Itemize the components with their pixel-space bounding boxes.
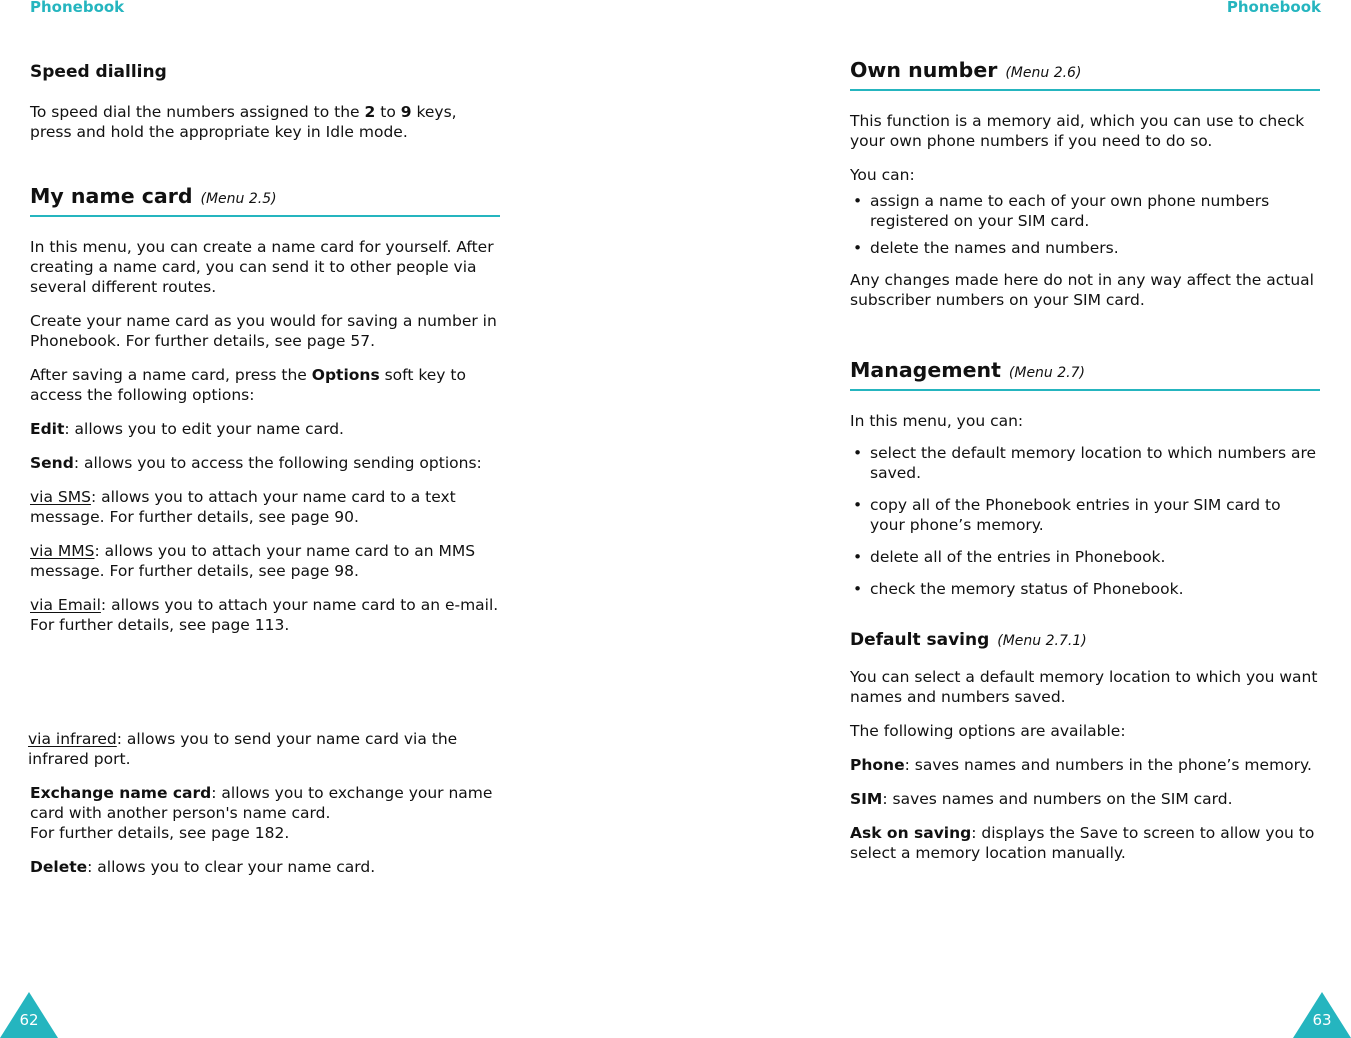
menu-reference: (Menu 2.7) — [1008, 365, 1085, 381]
menu-reference: (Menu 2.6) — [1005, 65, 1082, 81]
default-saving-heading: Default saving (Menu 2.7.1) — [850, 630, 1087, 650]
name-card-create: Create your name card as you would for saving a number in Phonebook. For further details, see page 57. — [30, 312, 497, 350]
management-bullets — [850, 443, 1320, 599]
default-saving-intro: You can select a default memory location to which you want names and numbers saved. — [850, 668, 1318, 706]
own-number-heading: Own number (Menu 2.6) — [850, 60, 1320, 91]
option-via-email: via Email: allows you to attach your name card to an e-mail. For further details, see page 113. — [30, 596, 499, 634]
menu-reference: (Menu 2.5) — [200, 191, 277, 207]
speed-dialling-heading: Speed dialling — [30, 62, 167, 82]
list-item: • delete all of the entries in Phonebook. — [853, 548, 1166, 566]
option-ask-on-saving: Ask on saving: displays the Save to screen to allow you to select a memory location manually. — [850, 824, 1315, 862]
option-via-infrared: via infrared: allows you to send your name card via the infrared port. — [28, 730, 458, 768]
right-page — [676, 0, 1351, 1038]
name-card-options-intro: After saving a name card, press the Options soft key to access the following options: — [30, 366, 466, 404]
page-number-right: 63 — [1312, 1011, 1332, 1029]
speed-dialling-section — [30, 62, 500, 142]
list-item: • select the default memory location to which numbers are saved. — [853, 444, 1317, 482]
own-number-section — [850, 60, 1320, 324]
option-sim: SIM: saves names and numbers on the SIM card. — [850, 790, 1233, 808]
option-via-mms: via MMS: allows you to attach your name card to an MMS message. For further details, see page 98. — [30, 542, 476, 580]
speed-dialling-text: To speed dial the numbers assigned to the 2 to 9 keys, press and hold the appropriate key in Idle mode. — [30, 103, 457, 141]
option-phone: Phone: saves names and numbers in the phone’s memory. — [850, 756, 1312, 774]
list-item: • check the memory status of Phonebook. — [853, 580, 1184, 598]
management-heading: Management (Menu 2.7) — [850, 360, 1320, 391]
option-via-sms: via SMS: allows you to attach your name card to a text message. For further details, see page 90. — [30, 488, 456, 526]
default-saving-options-intro: The following options are available: — [850, 722, 1126, 740]
my-name-card-section — [30, 186, 500, 649]
own-number-note: Any changes made here do not in any way affect the actual subscriber numbers on your SIM card. — [850, 271, 1314, 309]
running-header-left: Phonebook — [30, 0, 125, 16]
option-delete: Delete: allows you to clear your name card. — [30, 858, 376, 876]
list-item: • copy all of the Phonebook entries in your SIM card to your phone’s memory. — [853, 496, 1281, 534]
left-page — [0, 0, 675, 1038]
management-intro: In this menu, you can: — [850, 412, 1024, 430]
management-section — [850, 360, 1320, 611]
page-corner-left — [0, 992, 58, 1038]
page-corner-right — [1293, 992, 1351, 1038]
running-header-right: Phonebook — [1226, 0, 1321, 16]
page-number-left: 62 — [19, 1011, 39, 1029]
my-name-card-heading: My name card (Menu 2.5) — [30, 186, 500, 217]
own-number-intro: This function is a memory aid, which you can use to check your own phone numbers if you need to do so. — [850, 112, 1305, 150]
own-number-you-can: You can: — [850, 166, 915, 184]
default-saving-section — [850, 630, 1320, 877]
own-number-bullets — [850, 191, 1320, 258]
name-card-options-cont — [28, 729, 498, 891]
name-card-intro: In this menu, you can create a name card for yourself. After creating a name card, you can send it to other people via several different routes. — [30, 238, 494, 296]
menu-reference: (Menu 2.7.1) — [997, 633, 1087, 649]
option-send: Send: allows you to access the following sending options: — [30, 454, 482, 472]
option-exchange-name-card: Exchange name card: allows you to exchange your name card with another person's name card. For further details, see page 182. — [30, 784, 493, 842]
list-item: • delete the names and numbers. — [853, 239, 1119, 257]
option-edit: Edit: allows you to edit your name card. — [30, 420, 344, 438]
list-item: • assign a name to each of your own phone numbers registered on your SIM card. — [853, 192, 1270, 230]
